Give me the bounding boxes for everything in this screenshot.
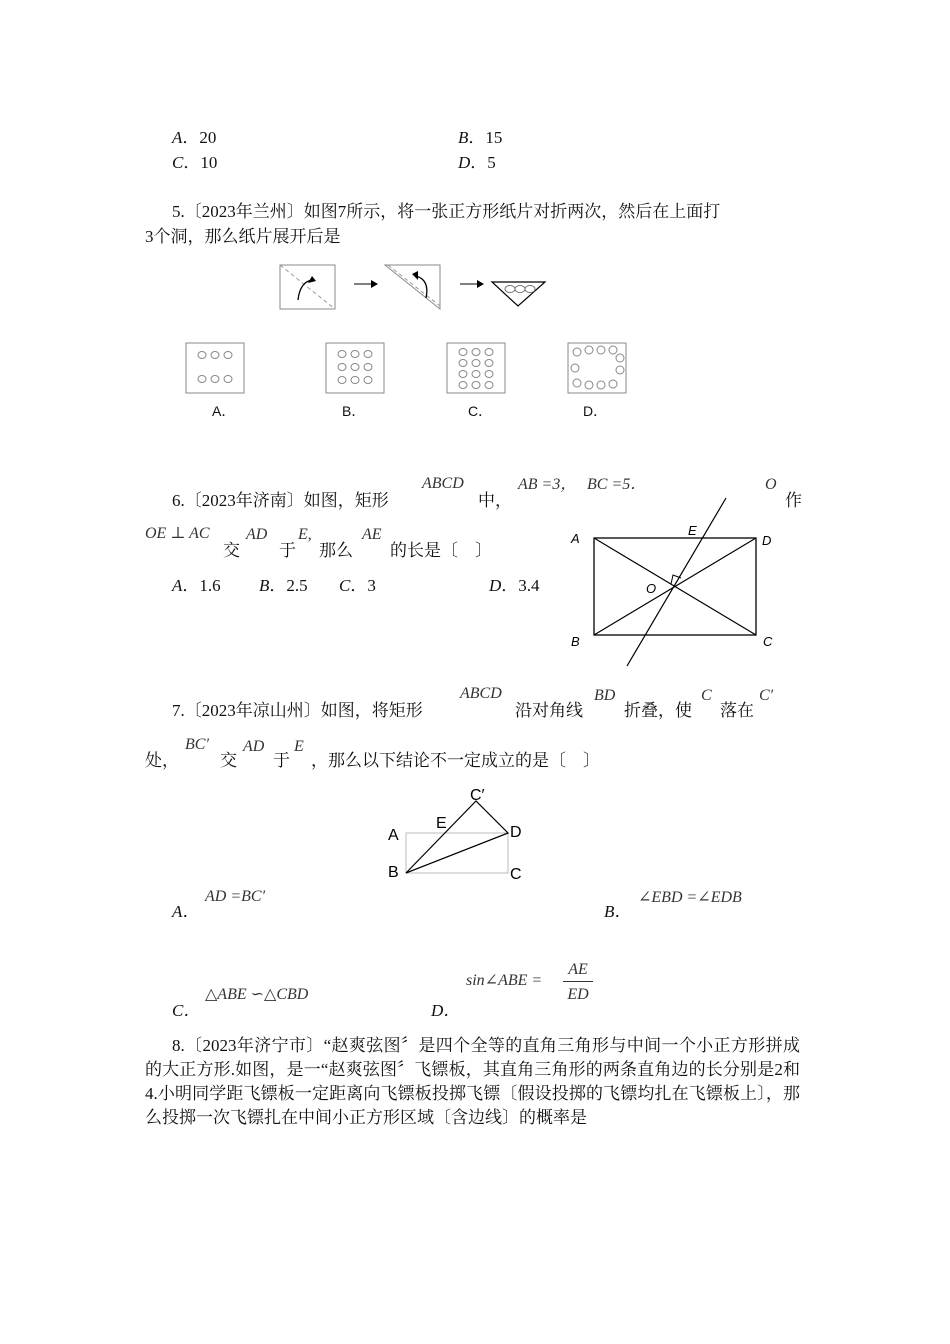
right-arrow-icon <box>371 280 378 288</box>
q7-ad: AD <box>243 738 265 755</box>
q5-option-d-figure <box>568 343 626 393</box>
q7-folded-triangle <box>406 801 508 873</box>
q6-label-d: D <box>762 533 772 548</box>
q7-chu: 处， <box>145 751 179 770</box>
q7-option-b-expr: ∠EBD =∠EDB <box>638 889 742 906</box>
q6-zuo: 作 <box>785 491 802 510</box>
q6-option-a: A．1.6 <box>172 576 221 595</box>
q5-option-figures <box>180 340 640 400</box>
q4-option-d: D．5 <box>458 153 496 172</box>
q6-jiao: 交 <box>223 541 240 560</box>
q6-oe-perp-ac: OE ⊥ AC <box>145 525 210 542</box>
q6-rectangle-figure <box>560 480 790 680</box>
q7-along: 沿对角线 <box>515 701 583 720</box>
q5-line-2: 3个洞，那么纸片展开后是 <box>145 227 341 246</box>
q6-label-c: C <box>763 634 773 649</box>
q6-o: O <box>765 476 777 493</box>
q7-option-c-expr: △ABE ∽△CBD <box>205 986 309 1003</box>
q6-tail: 的长是〔 〕 <box>390 541 492 560</box>
q6-ab: AB =3， <box>518 476 577 493</box>
q8-text: 8.〔2023年济宁市〕“赵爽弦图〞是四个全等的直角三角形与中间一个小正方形拼成的大正方形.如图，是一“赵爽弦图〞飞镖板，其直角三角形的两条直角边的长分别是2和4.小明同学距飞镖板一定距离向飞镖板投掷飞镖〔假设投掷的飞镖均扎在飞镖板上〕，那么投掷一次飞镖扎在中间小正方形区域〔含边线〕的概率是 <box>145 1036 800 1127</box>
q7-diagonal-bd <box>406 833 508 873</box>
q6-ad: AD <box>246 526 268 543</box>
q5-line-1: 5.〔2023年兰州〕如图7所示，将一张正方形纸片对折两次，然后在上面打 <box>172 202 721 221</box>
q6-option-d: D．3.4 <box>489 576 540 595</box>
q7-option-d-label: D． <box>431 1001 461 1020</box>
q7-tail: ，那么以下结论不一定成立的是〔 〕 <box>311 751 600 770</box>
q6-prefix: 6.〔2023年济南〕如图，矩形 <box>172 491 389 510</box>
q7-cprime: C′ <box>759 687 774 704</box>
q7-option-a-expr: AD =BC′ <box>205 888 266 905</box>
q7-option-b-label: B． <box>604 902 632 921</box>
q7-label-cprime: C′ <box>470 787 485 804</box>
q6-label-b: B <box>571 634 580 649</box>
q6-label-o: O <box>646 581 657 596</box>
fold-dashed-diagonal <box>280 265 335 309</box>
q5-option-a-label: A． <box>212 403 236 419</box>
q7-prefix: 7.〔2023年凉山州〕如图，将矩形 <box>172 701 423 720</box>
q6-yu: 于 <box>279 541 296 560</box>
q4-option-c: C．10 <box>172 153 218 172</box>
right-arrow-icon-2 <box>477 280 484 288</box>
q7-label-d: D <box>510 824 522 841</box>
q7-bcprime: BC′ <box>185 736 209 753</box>
q7-jiao: 交 <box>220 751 237 770</box>
q7-label-c: C <box>510 866 522 883</box>
q5-folding-figure <box>270 260 560 320</box>
q7-rect-name: ABCD <box>460 685 502 702</box>
fold-triangle <box>385 265 440 309</box>
fold-arrow-icon <box>298 280 312 300</box>
q6-option-c: C．3 <box>339 576 376 595</box>
q6-label-e: E <box>688 523 697 538</box>
q4-option-b: B．15 <box>458 128 503 147</box>
q7-option-d-denominator: ED <box>567 986 589 1003</box>
q7-label-b: B <box>388 864 399 881</box>
q7-fold-figure <box>380 780 540 890</box>
q7-option-c-label: C． <box>172 1001 201 1020</box>
q7-bd: BD <box>594 687 616 704</box>
q6-label-a: A <box>571 531 580 546</box>
q7-label-e: E <box>436 815 447 832</box>
q7-e: E <box>294 738 304 755</box>
q7-option-d-lhs: sin∠ABE = <box>466 972 543 989</box>
q6-ae: AE <box>362 526 382 543</box>
q5-option-d-label: D． <box>583 403 608 419</box>
q6-option-b: B．2.5 <box>259 576 308 595</box>
q4-option-a: A．20 <box>172 128 217 147</box>
q7-option-d-fraction-bar <box>563 981 593 982</box>
q7-label-a: A <box>388 827 399 844</box>
q7-c: C <box>701 687 712 704</box>
q5-option-b-label: B． <box>342 403 366 419</box>
q5-option-c-figure <box>447 343 505 393</box>
q7-option-a-label: A． <box>172 902 200 921</box>
q5-option-a-figure <box>186 343 244 393</box>
q5-option-b-figure <box>326 343 384 393</box>
q6-name: 那么 <box>319 541 353 560</box>
q6-rect-name: ABCD <box>422 475 464 492</box>
q5-option-c-label: C． <box>468 403 493 419</box>
q6-e: E, <box>298 526 312 543</box>
q7-fall: 落在 <box>720 701 754 720</box>
q7-fold: 折叠，使 <box>624 701 692 720</box>
q7-yu: 于 <box>273 751 290 770</box>
q6-zhong: 中， <box>478 491 512 510</box>
q6-line-oe <box>627 498 726 666</box>
q6-bc: BC =5． <box>587 476 647 493</box>
q7-option-d-numerator: AE <box>568 961 588 978</box>
